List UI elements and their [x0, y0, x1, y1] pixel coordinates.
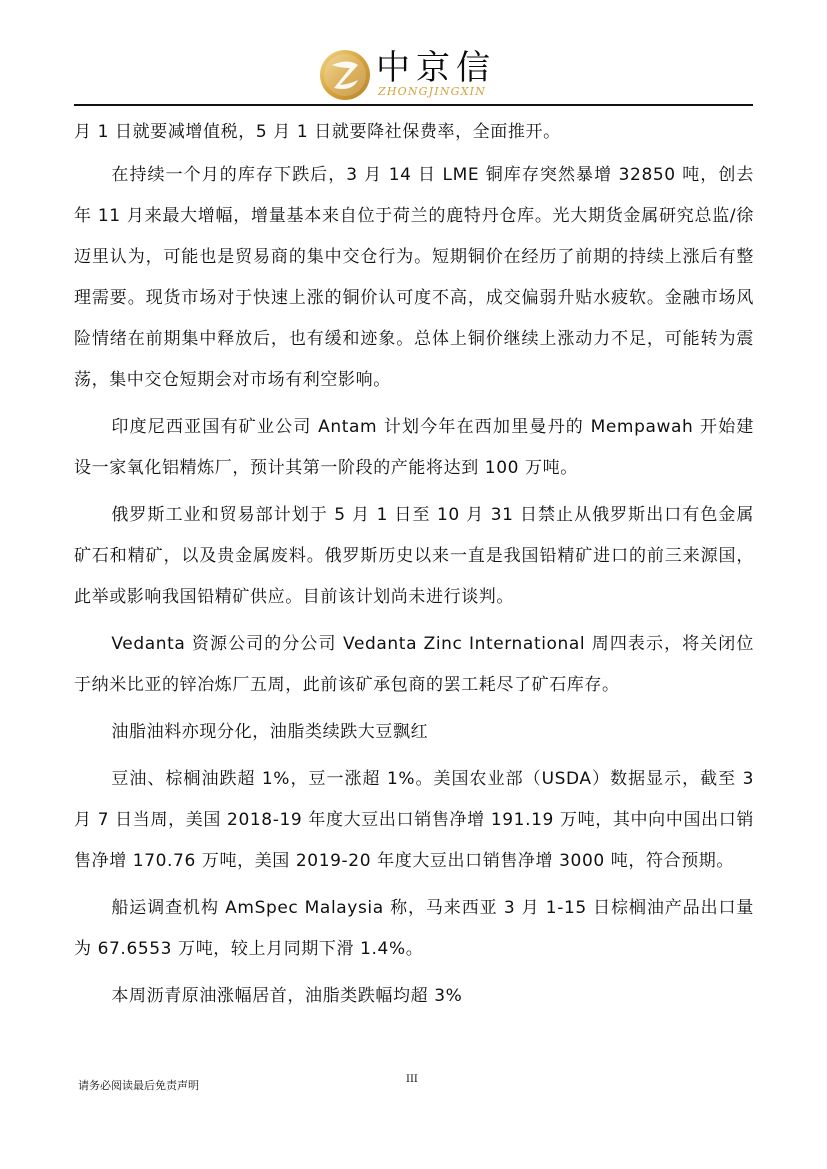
paragraph: 船运调查机构 AmSpec Malaysia 称，马来西亚 3 月 1-15 日棕榈油产品出口量为 67.6553 万吨，较上月同期下滑 1.4%。: [74, 898, 754, 959]
footer-disclaimer: 请务必阅读最后免责声明: [78, 1079, 199, 1092]
paragraph: 豆油、棕榈油跌超 1%，豆一涨超 1%。美国农业部（USDA）数据显示，截至 3 月 7 日当周，美国 2018-19 年度大豆出口销售净增 191.19 万吨，其中向中国出口销售净增 170.76 万吨，美国 2019-20 年度大豆出口销售净增 3000 吨，符合预期。: [74, 769, 754, 871]
brand-name-cn: 中京信: [376, 48, 496, 88]
header-divider: [74, 104, 753, 106]
document-body: [74, 112, 754, 1017]
brand-name-en: ZHONGJINGXIN: [378, 85, 487, 98]
paragraph: Vedanta 资源公司的分公司 Vedanta Zinc International 周四表示，将关闭位于纳米比亚的锌冶炼厂五周，此前该矿承包商的罢工耗尽了矿石库存。: [74, 634, 754, 695]
page-header: [0, 0, 827, 105]
section-heading: 本周沥青原油涨幅居首，油脂类跌幅均超 3%: [111, 986, 463, 1006]
page-number: III: [406, 1074, 418, 1085]
paragraph: 印度尼西亚国有矿业公司 Antam 计划今年在西加里曼丹的 Mempawah 开始建设一家氧化铝精炼厂，预计其第一阶段的产能将达到 100 万吨。: [74, 417, 754, 478]
paragraph: 俄罗斯工业和贸易部计划于 5 月 1 日至 10 月 31 日禁止从俄罗斯出口有色金属矿石和精矿，以及贵金属废料。俄罗斯历史以来一直是我国铅精矿进口的前三来源国，此举或影响我国铅精矿供应。目前该计划尚未进行谈判。: [74, 505, 754, 607]
section-heading: 油脂油料亦现分化，油脂类续跌大豆飘红: [111, 722, 429, 742]
paragraph: 月 1 日就要减增值税，5 月 1 日就要降社保费率，全面推开。: [74, 122, 561, 142]
zhongjingxin-logo-icon: [318, 48, 372, 102]
paragraph: 在持续一个月的库存下跌后，3 月 14 日 LME 铜库存突然暴增 32850 吨，创去年 11 月来最大增幅，增量基本来自位于荷兰的鹿特丹仓库。光大期货金属研究总监/徐迈里认为，可能也是贸易商的集中交仓行为。短期铜价在经历了前期的持续上涨后有整理需要。现货市场对于快速上涨的铜价认可度不高，成交偏弱升贴水疲软。金融市场风险情绪在前期集中释放后，也有缓和迹象。总体上铜价继续上涨动力不足，可能转为震荡，集中交仓短期会对市场有利空影响。: [74, 165, 754, 390]
